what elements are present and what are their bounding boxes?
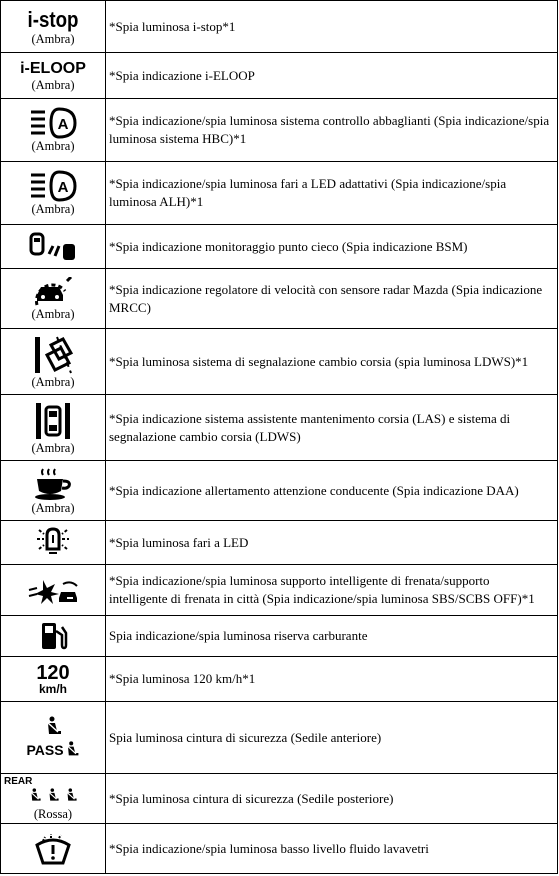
description: *Spia luminosa fari a LED xyxy=(106,521,558,565)
color-label: (Ambra) xyxy=(31,374,75,389)
pass-label-row xyxy=(26,740,79,758)
icon-cell xyxy=(1,53,106,99)
table-row xyxy=(1,225,558,269)
icon-cell xyxy=(1,395,106,461)
speed-120-icon xyxy=(1,663,105,695)
washer-fluid-icon xyxy=(33,833,73,865)
icon-cell xyxy=(1,616,106,657)
i-stop-icon: i-stop xyxy=(27,6,79,32)
speed-value: 120 xyxy=(36,662,70,684)
description: *Spia luminosa i-stop*1 xyxy=(106,1,558,53)
icon-cell xyxy=(1,99,106,162)
led-headlight-icon xyxy=(35,527,71,559)
seatbelt-icon xyxy=(64,788,78,802)
rear-label: REAR xyxy=(4,776,33,787)
description: Spia indicazione/spia luminosa riserva carburante xyxy=(106,616,558,657)
seatbelt-rear-icon xyxy=(1,788,105,807)
hbc-icon xyxy=(29,107,77,139)
table-row xyxy=(1,774,558,824)
description: *Spia indicazione/spia luminosa sistema controllo abbaglianti (Spia indicazione/spia luminosa sistema HBC)*1 xyxy=(106,99,558,162)
table-row xyxy=(1,395,558,461)
icon-cell xyxy=(1,1,106,53)
table-row xyxy=(1,657,558,702)
table-row xyxy=(1,53,558,99)
svg-text:A: A xyxy=(57,116,69,133)
mrcc-icon xyxy=(31,277,75,307)
color-label: (Ambra) xyxy=(31,500,75,515)
color-label: (Ambra) xyxy=(31,31,75,46)
bsm-icon xyxy=(27,232,79,262)
table-row xyxy=(1,565,558,616)
table-row xyxy=(1,1,558,53)
description: *Spia luminosa 120 km/h*1 xyxy=(106,657,558,702)
pass-label: PASS xyxy=(26,741,64,758)
i-eloop-icon: i-ELOOP xyxy=(20,59,86,77)
description: *Spia indicazione/spia luminosa fari a LED adattativi (Spia indicazione/spia luminosa ALH)*1 xyxy=(106,162,558,225)
coffee-cup-icon xyxy=(33,467,73,501)
table-row xyxy=(1,461,558,521)
icon-cell xyxy=(1,269,106,329)
description: *Spia indicazione regolatore di velocità con sensore radar Mazda (Spia indicazione MRCC) xyxy=(106,269,558,329)
table-row xyxy=(1,521,558,565)
seatbelt-passenger-icon xyxy=(64,740,80,758)
description: *Spia indicazione/spia luminosa supporto intelligente di frenata/supporto intelligente di frenata in città (Spia indicazione/spia luminosa SBS/SCBS OFF)*1 xyxy=(106,565,558,616)
icon-cell xyxy=(1,225,106,269)
description: Spia luminosa cintura di sicurezza (Sedile anteriore) xyxy=(106,702,558,774)
description: *Spia luminosa sistema di segnalazione cambio corsia (spia luminosa LDWS)*1 xyxy=(106,329,558,395)
color-label: (Rossa) xyxy=(33,807,73,821)
description: *Spia indicazione i-ELOOP xyxy=(106,53,558,99)
fuel-pump-icon xyxy=(38,621,68,651)
las-icon xyxy=(35,401,71,441)
icon-cell xyxy=(1,657,106,702)
color-label: (Ambra) xyxy=(31,77,75,92)
table-row xyxy=(1,99,558,162)
table-row xyxy=(1,162,558,225)
description: *Spia indicazione/spia luminosa basso livello fluido lavavetri xyxy=(106,824,558,874)
color-label: (Ambra) xyxy=(31,202,75,216)
table-row xyxy=(1,269,558,329)
description: *Spia indicazione monitoraggio punto cieco (Spia indicazione BSM) xyxy=(106,225,558,269)
description: *Spia indicazione sistema assistente mantenimento corsia (LAS) e sistema di segnalazione cambio corsia (LDWS) xyxy=(106,395,558,461)
color-label: (Ambra) xyxy=(31,139,75,153)
description: *Spia luminosa cintura di sicurezza (Sedile posteriore) xyxy=(106,774,558,824)
seatbelt-icon xyxy=(28,788,42,802)
icon-cell xyxy=(1,162,106,225)
color-label: (Ambra) xyxy=(31,440,75,455)
icon-cell xyxy=(1,702,106,774)
description: *Spia indicazione allertamento attenzione conducente (Spia indicazione DAA) xyxy=(106,461,558,521)
table-row xyxy=(1,824,558,874)
svg-text:A: A xyxy=(57,179,69,196)
icon-cell xyxy=(1,329,106,395)
ldws-icon xyxy=(33,335,73,375)
alh-icon xyxy=(29,170,77,202)
speed-unit: km/h xyxy=(38,682,67,696)
icon-cell xyxy=(1,461,106,521)
sbs-off-icon xyxy=(27,574,79,606)
icon-cell xyxy=(1,565,106,616)
table-row xyxy=(1,616,558,657)
icon-cell xyxy=(1,824,106,874)
color-label: (Ambra) xyxy=(31,306,75,321)
seatbelt-front-icon xyxy=(43,716,63,736)
seatbelt-icon xyxy=(46,788,60,802)
icon-cell xyxy=(1,774,106,824)
table-row xyxy=(1,329,558,395)
icon-cell xyxy=(1,521,106,565)
table-row xyxy=(1,702,558,774)
